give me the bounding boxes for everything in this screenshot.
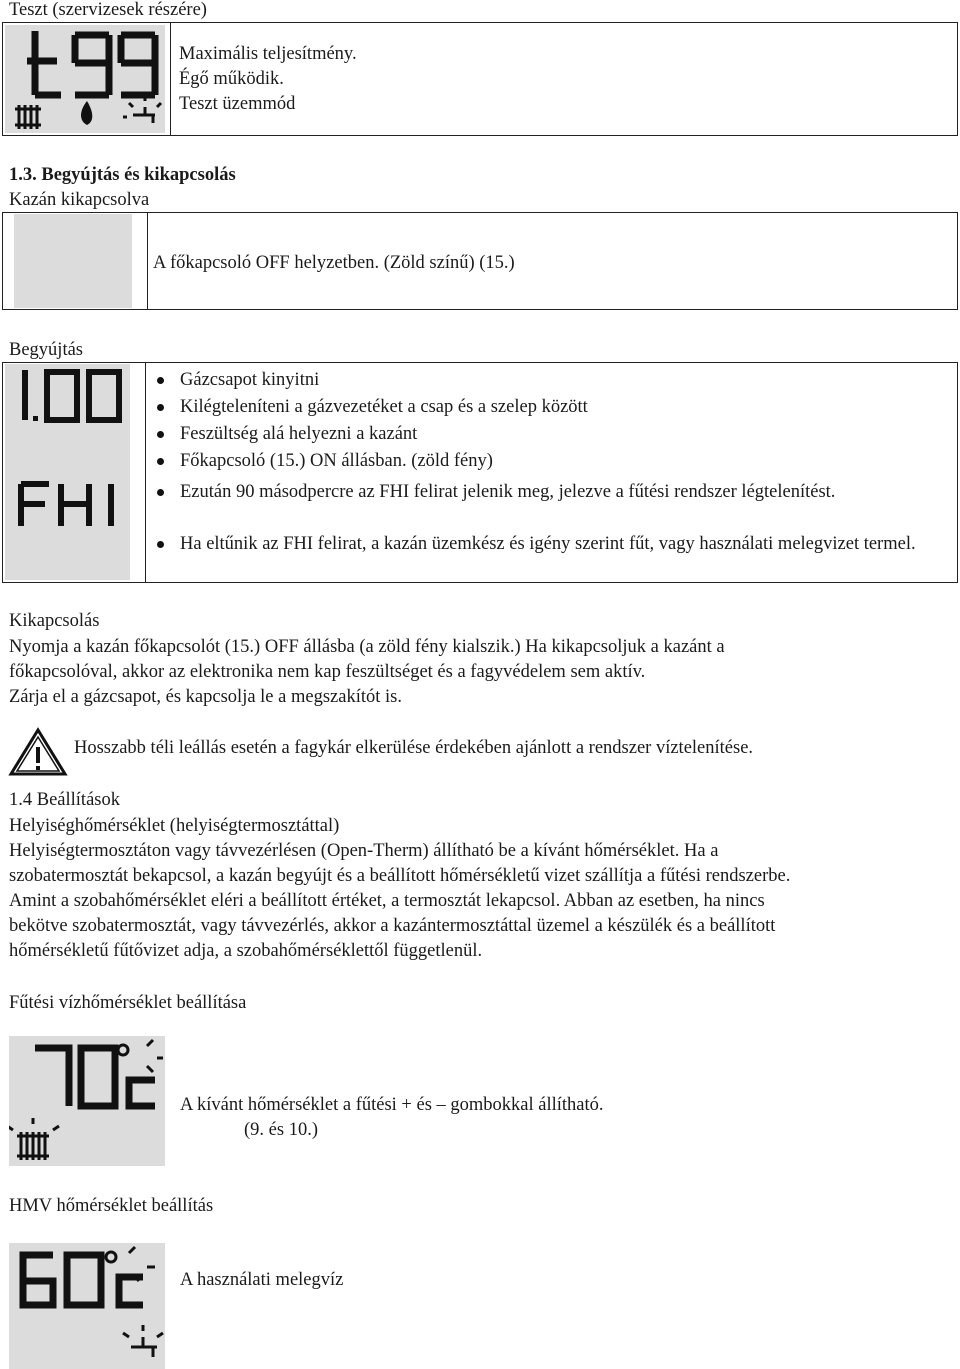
shutdown-heading: Kikapcsolás	[9, 611, 100, 631]
heating-text: A kívánt hőmérséklet a fűtési + és – gombokkal állítható.	[180, 1095, 604, 1115]
lcd-display-70c	[9, 1036, 165, 1166]
settings-line-5: hőmérsékletű fűtővizet adja, a szobahőmérséklettől függetlenül.	[9, 941, 483, 961]
settings-line-1: Helyiségtermosztáton vagy távvezérlésen (Open-Therm) állítható be a kívánt hőmérséklet. Ha a	[9, 841, 719, 861]
settings-heading: 1.4 Beállítások	[9, 790, 120, 810]
ignition-label: Begyújtás	[9, 340, 83, 360]
segment-display-t99	[5, 25, 165, 133]
tap-icon	[123, 97, 161, 123]
test-heading: Teszt (szervizesek részére)	[9, 0, 207, 20]
boiler-off-text: A főkapcsoló OFF helyzetben. (Zöld színű) (15.)	[153, 253, 515, 273]
segment-display-70c	[9, 1036, 165, 1166]
room-temp-heading: Helyiséghőmérséklet (helyiségtermosztáttal)	[9, 816, 340, 836]
ignition-step-1: Gázcsapot kinyitni	[180, 370, 320, 390]
shutdown-line-1: Nyomja a kazán főkapcsolót (15.) OFF állásba (a zöld fény kialszik.) Ha kikapcsoljuk a kazánt a	[9, 637, 725, 657]
sun-rays-icon	[9, 1118, 59, 1130]
lcd-display-t99	[5, 25, 165, 133]
shutdown-line-2: főkapcsolóval, akkor az elektronika nem kap feszültséget és a fagyvédelem sem aktív.	[9, 662, 646, 682]
heating-temp-heading: Fűtési vízhőmérséklet beállítása	[9, 993, 247, 1013]
ignition-heading: 1.3. Begyújtás és kikapcsolás	[9, 165, 236, 185]
test-line-3: Teszt üzemmód	[179, 94, 296, 114]
ignition-step-5: Ezután 90 másodpercre az FHI felirat jelenik meg, jelezve a fűtési rendszer légtelenítést.	[180, 482, 836, 502]
lcd-display-blank	[14, 214, 132, 308]
test-line-1: Maximális teljesítmény.	[179, 44, 357, 64]
warning-triangle-icon	[8, 727, 68, 777]
segment-display-ignition	[5, 364, 130, 580]
settings-line-3: Amint a szobahőmérséklet eléri a beállított értéket, a termosztát lekapcsol. Abban az esetben, ha nincs	[9, 891, 765, 911]
test-line-2: Égő működik.	[179, 69, 284, 89]
segment-display-60c	[9, 1243, 165, 1369]
shutdown-line-3: Zárja el a gázcsapot, és kapcsolja le a megszakítót is.	[9, 687, 402, 707]
ignition-step-3: Feszültség alá helyezni a kazánt	[180, 424, 418, 444]
warning-text: Hosszabb téli leállás esetén a fagykár elkerülése érdekében ajánlott a rendszer víztelenítése.	[74, 738, 754, 758]
settings-line-2: szobatermosztát bekapcsol, a kazán begyújt és a beállított hőmérsékletű vizet szállítja a fűtési rendszerbe.	[9, 866, 791, 886]
lcd-display-ignition	[5, 364, 130, 580]
dhw-text: A használati melegvíz	[180, 1270, 344, 1290]
radiator-icon	[17, 1132, 49, 1160]
settings-line-4: bekötve szobatermosztát, vagy távvezérlés, akkor a kazántermosztáttal üzemel a készülék és a beállított	[9, 916, 776, 936]
ignition-step-6: Ha eltűnik az FHI felirat, a kazán üzemkész és igény szerint fűt, vagy használati melegvizet termel.	[180, 534, 916, 554]
dhw-heading: HMV hőmérséklet beállítás	[9, 1196, 214, 1216]
boiler-off-label: Kazán kikapcsolva	[9, 190, 150, 210]
ignition-step-4: Főkapcsoló (15.) ON állásban. (zöld fény)	[180, 451, 493, 471]
lcd-display-60c	[9, 1243, 165, 1369]
heating-ref: (9. és 10.)	[244, 1120, 318, 1140]
flame-icon	[81, 101, 92, 125]
tap-icon	[123, 1325, 163, 1357]
ignition-step-2: Kilégteleníteni a gázvezetéket a csap és a szelep között	[180, 397, 588, 417]
radiator-icon	[15, 105, 41, 129]
